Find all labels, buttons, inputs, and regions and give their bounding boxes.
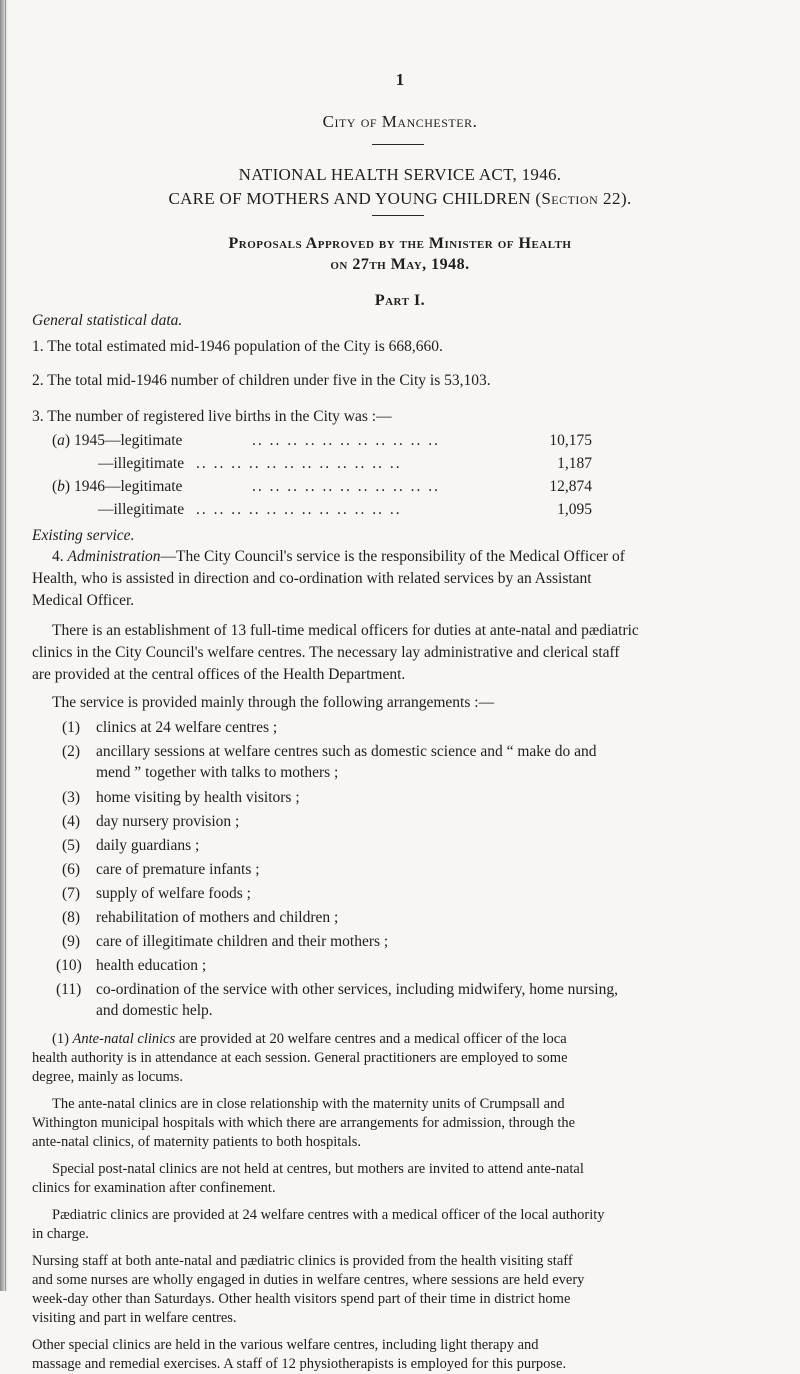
arrangement-text: care of illegitimate children and their mothers ; <box>96 933 389 950</box>
care-title <box>0 189 800 209</box>
arrangement-text-cont: mend ” together with talks to mothers ; <box>96 764 339 781</box>
establishment-paragraph <box>32 620 766 686</box>
page-number: 1 <box>395 70 405 89</box>
arrangement-text: health education ; <box>96 957 207 974</box>
text-line: clinics in the City Council's welfare centres. The necessary lay administrative and clerical staff <box>32 644 620 661</box>
birth-label <box>52 478 182 496</box>
arrangement-number: (7) <box>62 885 81 902</box>
arrangement-number: (8) <box>62 909 81 926</box>
administration-paragraph <box>32 546 766 612</box>
text-line: Special post-natal clinics are not held at centres, but mothers are invited to attend ante-natal <box>52 1161 584 1177</box>
admin-num: 4. <box>52 548 64 565</box>
text-line: Pædiatric clinics are provided at 24 welfare centres with a medical officer of the local authority <box>52 1207 605 1223</box>
item-2-children: 2. The total mid-1946 number of children under five in the City is 53,103. <box>32 372 491 389</box>
arrangement-text: clinics at 24 welfare centres ; <box>96 719 278 736</box>
birth-row <box>52 478 592 498</box>
proposals-heading: Proposals Approved by the Minister of Health <box>228 235 572 252</box>
text-line: The ante-natal clinics are in close relationship with the maternity units of Crumpsall and <box>52 1096 565 1112</box>
arrangement-text: home visiting by health visitors ; <box>96 789 300 806</box>
birth-value: 1,095 <box>557 501 592 518</box>
arrangement-text: supply of welfare foods ; <box>96 885 251 902</box>
text-line: visiting and part in welfare centres. <box>32 1310 237 1326</box>
text-line <box>32 1030 766 1049</box>
birth-value: 1,187 <box>557 455 592 472</box>
arrangement-number: (11) <box>56 981 82 998</box>
text-line: are provided at the central offices of the Health Department. <box>32 666 406 683</box>
general-statistical-heading: General statistical data. <box>32 312 183 329</box>
birth-label-prefix: ( <box>52 478 58 495</box>
birth-row <box>52 455 592 475</box>
text-line: in charge. <box>32 1226 89 1242</box>
birth-leader-dots: .. .. .. .. .. .. .. .. .. .. .. .. <box>196 501 402 518</box>
text-line <box>32 546 766 568</box>
arrangement-text: day nursery provision ; <box>96 813 240 830</box>
antenatal-text: are provided at 20 welfare centres and a medical officer of the loca <box>175 1031 567 1047</box>
text-line: clinics for examination after confinement. <box>32 1180 276 1196</box>
arrangement-text: co-ordination of the service with other services, including midwifery, home nursing, <box>96 981 618 998</box>
care-title-close: ). <box>621 189 632 208</box>
arrangement-text-cont: and domestic help. <box>96 1002 213 1019</box>
birth-label-prefix: ( <box>52 432 58 449</box>
birth-label-letter: b <box>57 478 65 495</box>
care-title-text: CARE OF MOTHERS AND YOUNG CHILDREN ( <box>168 189 542 208</box>
admin-title: Administration <box>67 548 161 565</box>
text-line: week-day other than Saturdays. Other health visitors spend part of their time in district home <box>32 1291 571 1307</box>
divider-rule-1 <box>372 144 424 145</box>
birth-value: 12,874 <box>549 478 592 495</box>
text-line: Other special clinics are held in the various welfare centres, including light therapy and <box>32 1337 539 1353</box>
admin-text: —The City Council's service is the responsibility of the Medical Officer of <box>160 548 625 565</box>
text-line: and some nurses are wholly engaged in duties in welfare centres, where sessions are held every <box>32 1272 585 1288</box>
text-line: There is an establishment of 13 full-time medical officers for duties at ante-natal and pædiatric <box>52 622 639 639</box>
arrangement-text: rehabilitation of mothers and children ; <box>96 909 339 926</box>
arrangement-number: (6) <box>62 861 81 878</box>
care-title-section: Section 22 <box>541 189 622 208</box>
birth-value: 10,175 <box>549 432 592 449</box>
text-line: massage and remedial exercises. A staff of 12 physiotherapists is employed for this purpose. <box>32 1356 567 1372</box>
text-line: ante-natal clinics, of maternity patients to both hospitals. <box>32 1134 361 1150</box>
text-line: Medical Officer. <box>32 592 135 609</box>
birth-label-letter: a <box>57 432 65 449</box>
birth-leader-dots: .. .. .. .. .. .. .. .. .. .. .. <box>252 432 440 449</box>
arrangement-number: (2) <box>62 743 81 760</box>
arrangement-number: (5) <box>62 837 81 854</box>
arrangement-number: (3) <box>62 789 81 806</box>
part-heading: Part I. <box>374 292 426 309</box>
arrangements-intro: The service is provided mainly through the following arrangements :— <box>52 694 495 711</box>
birth-row <box>52 432 592 452</box>
birth-label-text: ) 1946—legitimate <box>64 478 183 495</box>
relationship-paragraph <box>32 1095 766 1152</box>
special-clinics-paragraph <box>32 1336 766 1374</box>
text-line: Nursing staff at both ante-natal and pædiatric clinics is provided from the health visiting staff <box>32 1253 573 1269</box>
arrangement-number: (4) <box>62 813 81 830</box>
birth-leader-dots: .. .. .. .. .. .. .. .. .. .. .. .. <box>196 455 402 472</box>
antenatal-num: (1) <box>52 1031 69 1047</box>
paediatric-paragraph <box>32 1206 766 1244</box>
antenatal-title: Ante-natal clinics <box>72 1031 176 1047</box>
item-3-births: 3. The number of registered live births in the City was :— <box>32 408 392 425</box>
arrangement-number: (9) <box>62 933 81 950</box>
text-line: degree, mainly as locums. <box>32 1069 183 1085</box>
divider-rule-2 <box>372 215 424 216</box>
item-1-population: 1. The total estimated mid-1946 population of the City is 668,660. <box>32 338 443 355</box>
birth-leader-dots: .. .. .. .. .. .. .. .. .. .. .. <box>252 478 440 495</box>
text-line: health authority is in attendance at each session. General practitioners are employed to some <box>32 1050 568 1066</box>
arrangement-number: (1) <box>62 719 81 736</box>
birth-label: —illegitimate <box>98 501 185 518</box>
birth-label-text: ) 1945—legitimate <box>64 432 183 449</box>
arrangement-text: daily guardians ; <box>96 837 200 854</box>
arrangement-text: ancillary sessions at welfare centres such as domestic science and “ make do and <box>96 743 597 760</box>
birth-row <box>52 501 592 521</box>
arrangement-text: care of premature infants ; <box>96 861 260 878</box>
birth-label <box>52 432 182 450</box>
arrangement-number: (10) <box>56 957 82 974</box>
postnatal-paragraph <box>32 1160 766 1198</box>
text-line: Health, who is assisted in direction and co-ordination with related services by an Assistant <box>32 570 592 587</box>
city-heading: City of Manchester. <box>322 112 478 131</box>
text-line: Withington municipal hospitals with which there are arrangements for admission, through the <box>32 1115 576 1131</box>
birth-label: —illegitimate <box>98 455 185 472</box>
antenatal-paragraph <box>32 1030 766 1087</box>
act-title: NATIONAL HEALTH SERVICE ACT, 1946. <box>238 165 562 184</box>
proposals-date: on 27th May, 1948. <box>330 256 470 273</box>
existing-service-heading: Existing service. <box>32 527 135 544</box>
